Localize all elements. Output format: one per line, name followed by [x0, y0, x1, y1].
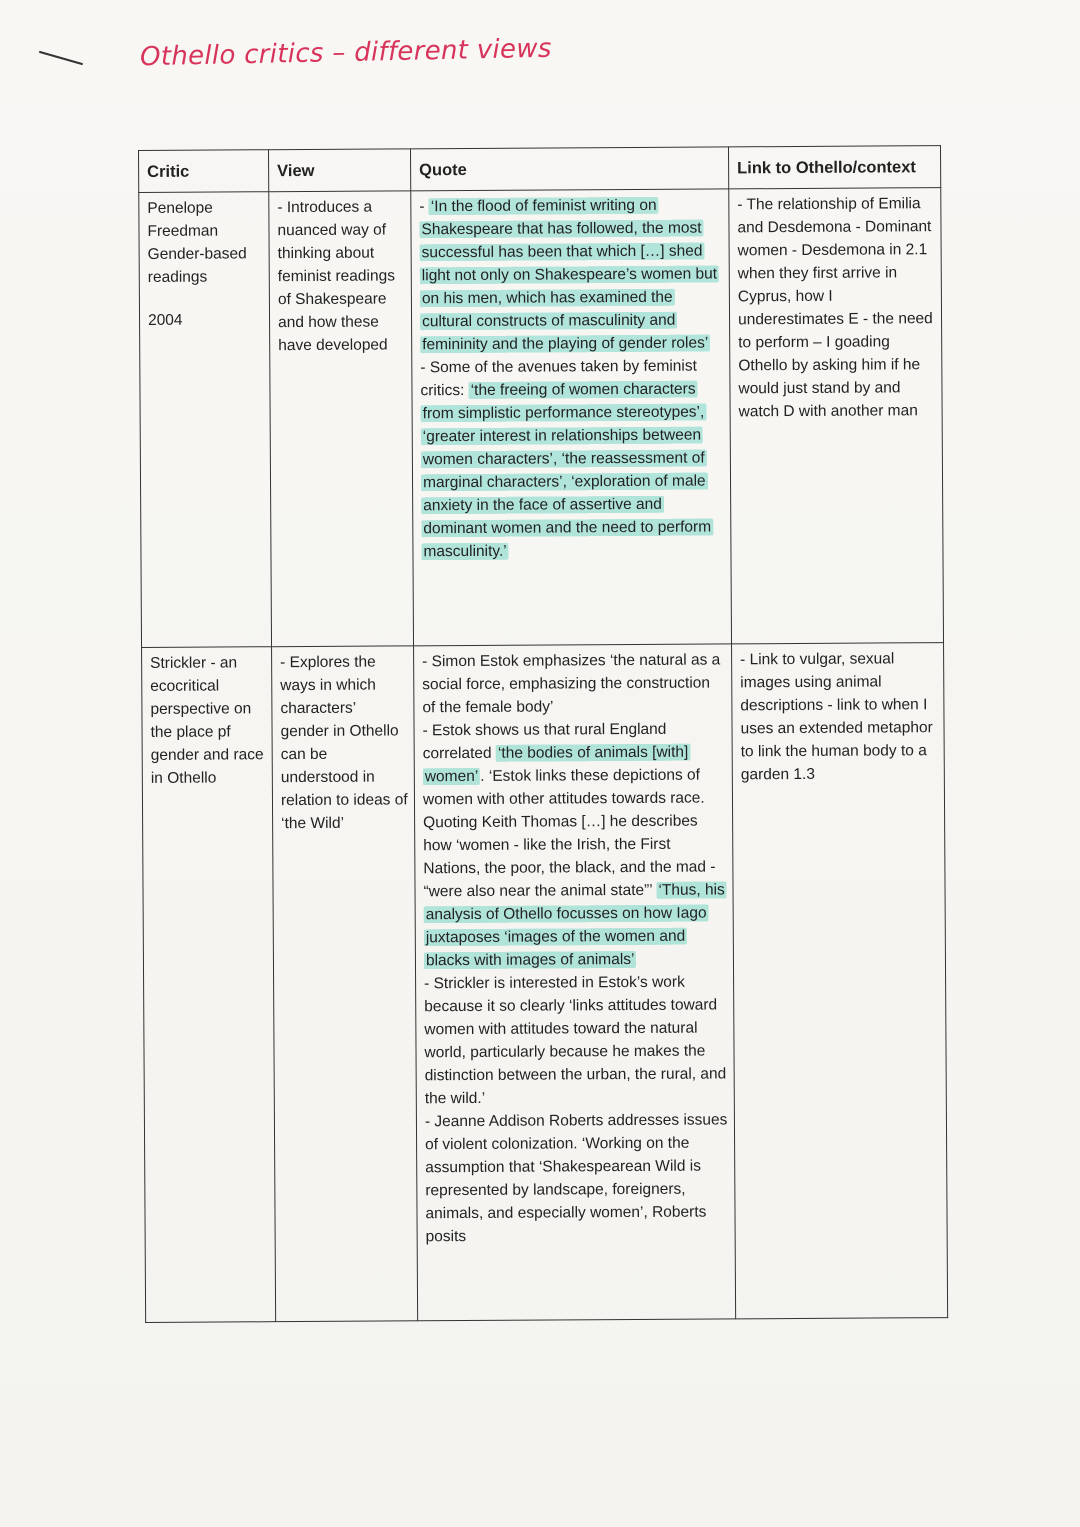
highlighted-quote: ‘In the flood of feminist writing on Shakespeare that has followed, the most successful has been that which […] shed light not only on Shakespeare’s women but on his men, which has examined the cultural constructs of masculinity and femininity and the playing of gender roles’	[421, 196, 718, 354]
quote-paragraph	[419, 193, 723, 356]
header-critic: Critic	[139, 150, 269, 193]
view-text: - Introduces a nuanced way of thinking about feminist readings of Shakespeare and how these have developed	[277, 198, 395, 355]
table-row	[142, 643, 948, 1323]
quote-text: - Estok shows us that rural England correlated	[422, 720, 667, 763]
critic-year: 2004	[147, 311, 183, 329]
quote-text: -	[419, 198, 429, 216]
quote-text: . ‘Estok links these depictions of women with other attitudes towards race. Quoting Keith Thomas […] he describes how ‘women - like the Irish, the First Nations, the poor, the black, and the mad - “were also near the animal state”’	[422, 766, 716, 901]
critic-cell	[139, 192, 272, 648]
link-cell	[729, 188, 944, 644]
critic-name: Penelope Freedman Gender-based readings	[147, 199, 247, 286]
critic-cell	[142, 647, 276, 1323]
view-text: - Explores the ways in which characters’ gender in Othello can be understood in relation to ideas of ‘the Wild’	[280, 653, 408, 833]
quote-paragraph: - Strickler is interested in Estok’s work because it so clearly ‘links attitudes toward women with attitudes toward the natural world, particularly because he makes the distinction between the urban, the rural, and the wild.’	[424, 973, 727, 1108]
quote-cell	[414, 644, 736, 1321]
header-view: View	[269, 149, 411, 192]
critics-table	[138, 145, 948, 1323]
highlighted-quote: ‘Thus, his analysis of Othello focusses on how Iago juxtaposes ‘images of the women and blacks with images of animals’	[425, 881, 725, 970]
pen-stroke-mark	[38, 48, 84, 68]
quote-cell	[411, 189, 732, 646]
quote-text: - Some of the avenues taken by feminist critics:	[420, 357, 697, 400]
quote-paragraph: - Jeanne Addison Roberts addresses issues of violent colonization. ‘Working on the assumption that ‘Shakespearean Wild is represented by landscape, foreigners, animals, and especially women’, Roberts posits	[424, 1111, 728, 1246]
link-cell	[732, 643, 948, 1319]
view-cell	[272, 646, 418, 1322]
link-text: - Link to vulgar, sexual images using animal descriptions - link to when I uses an extended metaphor to link the human body to a garden 1.3	[740, 650, 933, 784]
highlighted-quote: ‘the bodies of animals [with] women’	[424, 743, 689, 786]
header-quote: Quote	[410, 147, 728, 191]
view-cell	[269, 191, 414, 647]
quote-paragraph	[422, 717, 727, 972]
table-header-row	[139, 146, 941, 193]
quote-paragraph	[420, 354, 724, 563]
critic-name: Strickler - an ecocritical perspective on the place pf gender and race in Othello	[150, 654, 264, 787]
link-text: - The relationship of Emilia and Desdemona - Dominant women - Desdemona in 2.1 when they first arrive in Cyprus, how I underestimates E - the need to perform – I goading Othello by asking him if he would just stand by and watch D with another man	[737, 195, 933, 421]
quote-paragraph: - Simon Estok emphasizes ‘the natural as a social force, emphasizing the construction of the female body’	[422, 651, 721, 717]
highlighted-quote: ‘the freeing of women characters from simplistic performance stereotypes’, ‘greater interest in relationships between women characters’, ‘the reassessment of marginal characters’, ‘exploration of male anxiety in the face of assertive and dominant women and the need to perform masculinity.’	[422, 380, 712, 561]
table-row	[139, 188, 944, 648]
header-link: Link to Othello/context	[728, 146, 940, 189]
page-title: Othello critics – different views	[139, 33, 553, 73]
